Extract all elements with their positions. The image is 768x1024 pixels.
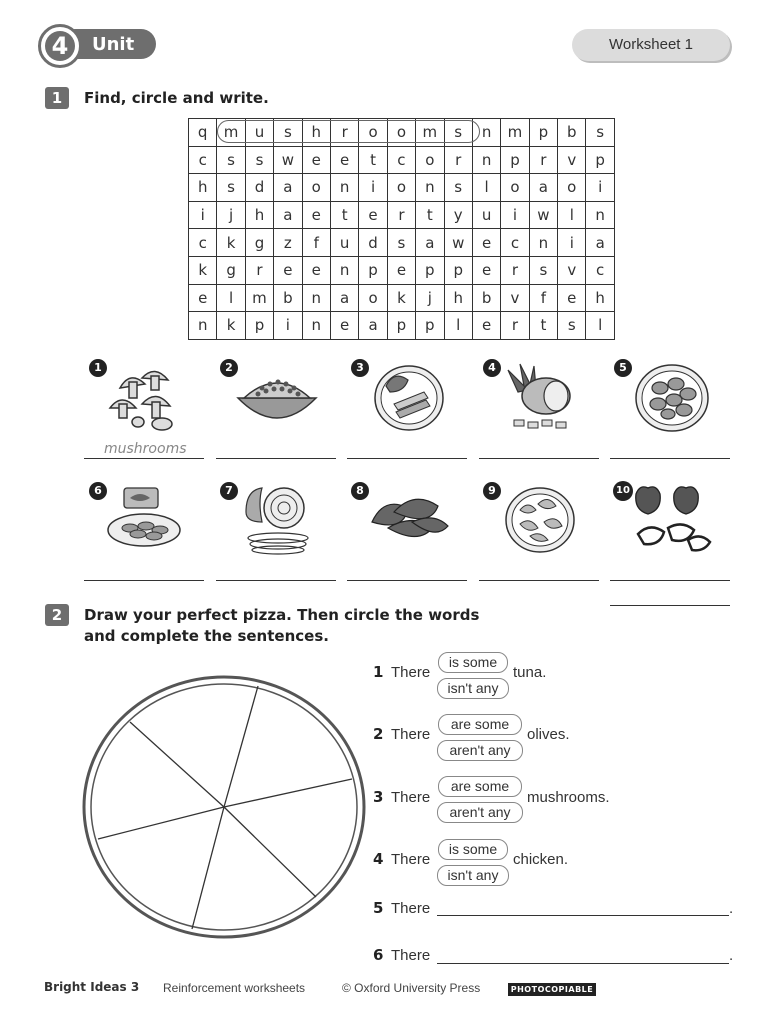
sentence-2-ending: olives. [527,726,570,743]
sentence-5-write-line[interactable] [437,915,729,916]
unit-number: 4 [45,31,75,61]
chicken-icon [364,358,454,438]
unit-number-circle [38,24,82,68]
grid-row [189,284,615,312]
grid-cell[interactable]: i [558,229,586,257]
grid-cell[interactable]: i [586,174,614,202]
grid-cell[interactable]: n [330,174,358,202]
grid-row [189,201,615,229]
grid-cell[interactable]: f [302,229,330,257]
answer-line-8[interactable] [347,580,467,581]
sentence-2-number: 2 [373,725,384,743]
grid-cell[interactable]: k [387,284,415,312]
grid-cell[interactable]: k [217,312,245,340]
picture-5-number: 5 [614,359,632,377]
grid-cell[interactable]: w [529,201,557,229]
answer-line-5[interactable] [610,458,730,459]
answer-line-7[interactable] [216,580,336,581]
grid-cell[interactable]: m [416,119,444,147]
picture-2-number: 2 [220,359,238,377]
grid-cell[interactable]: t [330,201,358,229]
unit-label: Unit [92,34,135,55]
grid-cell[interactable]: e [359,201,387,229]
picture-4-number: 4 [483,359,501,377]
grid-cell[interactable]: n [330,256,358,284]
grid-row [189,229,615,257]
exercise-1-number: 1 [45,87,69,109]
grid-cell[interactable]: n [529,229,557,257]
grid-cell[interactable]: p [529,119,557,147]
grid-cell[interactable]: h [444,284,472,312]
grid-cell[interactable]: a [274,174,302,202]
grid-cell[interactable]: i [274,312,302,340]
grid-cell[interactable]: b [472,284,500,312]
grid-cell[interactable]: e [472,256,500,284]
olives-icon [628,358,718,438]
sentence-3-option-a[interactable]: are some [438,776,522,797]
grid-cell[interactable]: r [444,146,472,174]
picture-1-number: 1 [89,359,107,377]
footer-copyright: © Oxford University Press [342,981,481,995]
grid-cell[interactable]: o [359,284,387,312]
grid-cell[interactable]: h [189,174,217,202]
exercise-2-title-line-1: Draw your perfect pizza. Then circle the words [84,606,480,624]
grid-cell[interactable]: o [302,174,330,202]
grid-cell[interactable]: a [330,284,358,312]
grid-row [189,119,615,147]
grid-cell[interactable]: r [245,256,273,284]
grid-cell[interactable]: i [359,174,387,202]
grid-cell[interactable]: p [416,312,444,340]
grid-cell[interactable]: b [558,119,586,147]
unit-badge [38,24,156,66]
grid-cell[interactable]: v [501,284,529,312]
grid-cell[interactable]: p [586,146,614,174]
grid-cell[interactable]: b [274,284,302,312]
grid-cell[interactable]: e [330,312,358,340]
sentence-5-there: There [391,900,431,917]
sentence-1-there: There [391,664,431,681]
answer-line-2[interactable] [216,458,336,459]
sentence-1-ending: tuna. [513,664,547,681]
grid-cell[interactable]: n [302,284,330,312]
sentence-4-option-a[interactable]: is some [438,839,508,860]
grid-cell[interactable]: o [416,146,444,174]
grid-cell[interactable]: s [274,119,302,147]
grid-cell[interactable]: p [359,256,387,284]
grid-cell[interactable]: e [274,256,302,284]
exercise-2-number: 2 [45,604,69,626]
footer-subtitle: Reinforcement worksheets [163,981,306,995]
grid-cell[interactable]: s [558,312,586,340]
grid-cell[interactable]: s [217,174,245,202]
grid-cell[interactable]: e [472,229,500,257]
grid-cell[interactable]: t [416,201,444,229]
grid-row [189,174,615,202]
grid-cell[interactable]: g [245,229,273,257]
grid-cell[interactable]: p [387,312,415,340]
answer-line-10-extra[interactable] [610,605,730,606]
grid-cell[interactable]: h [302,119,330,147]
sentence-3-number: 3 [373,788,384,806]
word-search-grid[interactable] [188,118,615,340]
grid-cell[interactable]: r [387,201,415,229]
grid-cell[interactable]: p [416,256,444,284]
grid-cell[interactable]: v [558,256,586,284]
grid-cell[interactable]: r [501,256,529,284]
grid-cell[interactable]: t [359,146,387,174]
sweetcorn-icon [232,358,322,438]
grid-cell[interactable]: n [416,174,444,202]
footer-brand: Bright Ideas 3 [44,980,140,994]
photocopiable-badge: PHOTOCOPIABLE [508,983,596,996]
onions-icon [232,482,322,562]
grid-cell[interactable]: e [387,256,415,284]
sentence-2-there: There [391,726,431,743]
green-peppers-icon [630,482,720,562]
grid-cell[interactable]: o [359,119,387,147]
grid-cell[interactable]: k [189,256,217,284]
grid-cell[interactable]: k [217,229,245,257]
grid-cell[interactable]: c [189,146,217,174]
grid-cell[interactable]: l [558,201,586,229]
picture-10-number: 10 [613,481,633,501]
sentence-1-option-a[interactable]: is some [438,652,508,673]
sentence-2-option-b[interactable]: aren't any [437,740,523,761]
sentence-4-ending: chicken. [513,851,569,868]
grid-cell[interactable]: d [245,174,273,202]
grid-cell[interactable]: l [217,284,245,312]
grid-cell[interactable]: e [472,312,500,340]
tuna-icon [100,482,190,562]
grid-row [189,256,615,284]
grid-cell[interactable]: e [330,146,358,174]
grid-cell[interactable]: n [586,201,614,229]
sentence-6-number: 6 [373,946,384,964]
grid-cell[interactable]: r [501,312,529,340]
answer-line-1[interactable] [84,458,204,459]
grid-cell[interactable]: p [245,312,273,340]
grid-cell[interactable]: c [387,146,415,174]
spinach-icon [364,482,454,562]
grid-cell[interactable]: o [387,119,415,147]
picture-6-number: 6 [89,482,107,500]
grid-cell[interactable]: p [444,256,472,284]
grid-cell[interactable]: r [330,119,358,147]
grid-cell[interactable]: d [359,229,387,257]
worksheet-label: Worksheet 1 [572,29,730,61]
sentence-4-option-b[interactable]: isn't any [437,865,509,886]
grid-cell[interactable]: u [245,119,273,147]
grid-cell[interactable]: q [189,119,217,147]
answer-line-9[interactable] [479,580,599,581]
grid-cell[interactable]: t [529,312,557,340]
sentence-4-there: There [391,851,431,868]
picture-3-number: 3 [351,359,369,377]
grid-row [189,312,615,340]
sentence-4-number: 4 [373,850,384,868]
grid-cell[interactable]: w [444,229,472,257]
sentence-3-ending: mushrooms. [527,789,610,806]
grid-cell[interactable]: a [416,229,444,257]
grid-cell[interactable]: a [529,174,557,202]
pineapple-icon [498,358,588,438]
grid-cell[interactable]: v [558,146,586,174]
grid-cell[interactable]: s [217,146,245,174]
grid-cell[interactable]: e [558,284,586,312]
answer-line-10[interactable] [610,580,730,581]
grid-cell[interactable]: e [302,146,330,174]
sentence-2-option-a[interactable]: are some [438,714,522,735]
grid-cell[interactable]: j [217,201,245,229]
grid-cell[interactable]: m [501,119,529,147]
grid-cell[interactable]: j [416,284,444,312]
grid-cell[interactable]: l [586,312,614,340]
sentence-1-option-b[interactable]: isn't any [437,678,509,699]
grid-row [189,146,615,174]
grid-cell[interactable]: u [330,229,358,257]
sentence-6-there: There [391,947,431,964]
grid-cell[interactable]: n [302,312,330,340]
grid-cell[interactable]: s [387,229,415,257]
pizza-drawing-area[interactable] [82,675,368,941]
grid-cell[interactable]: n [189,312,217,340]
sentence-1-number: 1 [373,663,384,681]
grid-cell[interactable]: e [302,256,330,284]
grid-cell[interactable]: l [444,312,472,340]
grid-cell[interactable]: c [586,256,614,284]
grid-cell[interactable]: s [245,146,273,174]
grid-cell[interactable]: s [529,256,557,284]
grid-cell[interactable]: n [472,119,500,147]
sentence-5-ending: . [729,900,734,917]
answer-line-4[interactable] [479,458,599,459]
picture-9-number: 9 [483,482,501,500]
sentence-6-ending: . [729,947,734,964]
grid-cell[interactable]: c [189,229,217,257]
ham-icon [498,482,588,562]
grid-cell[interactable]: c [501,229,529,257]
sentence-3-option-b[interactable]: aren't any [437,802,523,823]
picture-7-number: 7 [220,482,238,500]
grid-cell[interactable]: o [558,174,586,202]
answer-line-3[interactable] [347,458,467,459]
grid-cell[interactable]: s [444,119,472,147]
grid-cell[interactable]: z [274,229,302,257]
grid-cell[interactable]: p [501,146,529,174]
grid-cell[interactable]: f [529,284,557,312]
grid-cell[interactable]: e [302,201,330,229]
answer-line-6[interactable] [84,580,204,581]
grid-cell[interactable]: h [245,201,273,229]
grid-cell[interactable]: m [245,284,273,312]
mushrooms-icon [100,358,190,438]
exercise-1-title: Find, circle and write. [84,89,269,107]
grid-cell[interactable]: g [217,256,245,284]
grid-cell[interactable]: s [586,119,614,147]
grid-cell[interactable]: a [586,229,614,257]
sentence-6-write-line[interactable] [437,963,729,964]
grid-cell[interactable]: i [501,201,529,229]
picture-8-number: 8 [351,482,369,500]
grid-cell[interactable]: l [472,174,500,202]
grid-cell[interactable]: e [189,284,217,312]
grid-cell[interactable]: u [472,201,500,229]
grid-cell[interactable]: r [529,146,557,174]
grid-cell[interactable]: n [472,146,500,174]
answer-1-text: mushrooms [104,441,187,457]
grid-cell[interactable]: m [217,119,245,147]
sentence-3-there: There [391,789,431,806]
grid-cell[interactable]: a [359,312,387,340]
sentence-5-number: 5 [373,899,384,917]
grid-cell[interactable]: w [274,146,302,174]
grid-cell[interactable]: o [501,174,529,202]
grid-cell[interactable]: o [387,174,415,202]
exercise-2-title-line-2: and complete the sentences. [84,627,329,645]
grid-cell[interactable]: i [189,201,217,229]
grid-cell[interactable]: s [444,174,472,202]
grid-cell[interactable]: h [586,284,614,312]
grid-cell[interactable]: a [274,201,302,229]
grid-cell[interactable]: y [444,201,472,229]
